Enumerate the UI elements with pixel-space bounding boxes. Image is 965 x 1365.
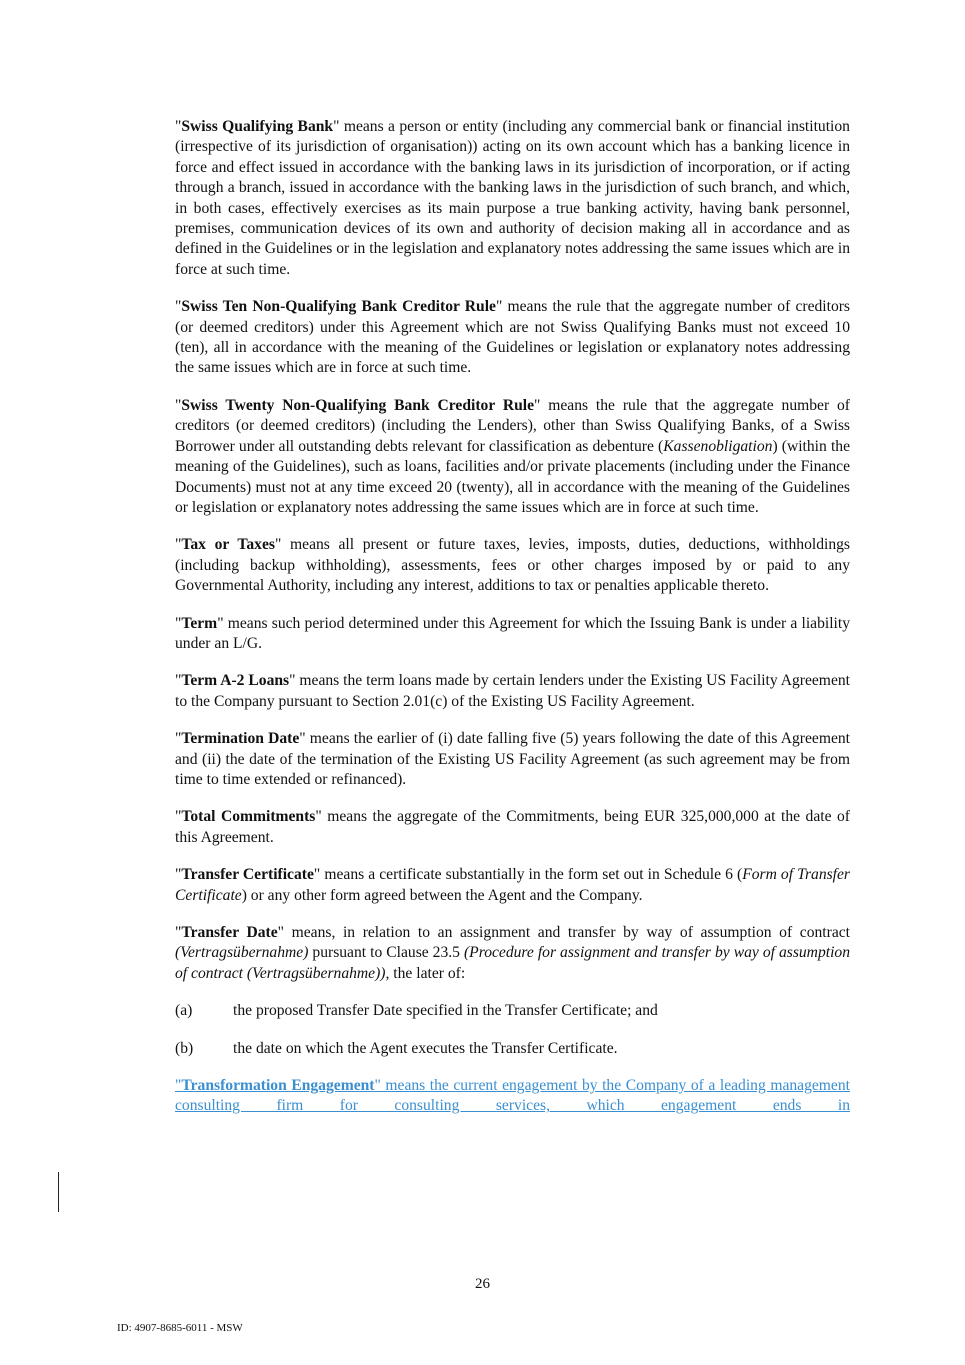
definition-swiss-ten-rule: "Swiss Ten Non-Qualifying Bank Creditor Rule" means the rule that the aggregate number of creditors (or deemed creditors) under this Agreement which are not Swiss Qualifying Banks must not exceed 10 (ten), all in accordance with the meaning of the Guidelines or legislation or explanatory notes addressing the same issues which are in force at such time. bbox=[175, 298, 851, 377]
sub-item-b bbox=[175, 1039, 850, 1059]
defined-term: Tax or Taxes bbox=[181, 536, 275, 554]
definition-swiss-twenty-rule: "Swiss Twenty Non-Qualifying Bank Creditor Rule" means the rule that the aggregate number of creditors (or deemed creditors) (including the Lenders), other than Swiss Qualifying Banks, of a Swiss Borrower under all outstanding debts relevant for classification as debenture (Kassenobligation) (within the meaning of the Guidelines), such as loans, facilities and/or private placements (including under the Finance Documents) must not at any time exceed 20 (twenty), all in accordance with the meaning of the Guidelines or legislation or explanatory notes addressing the same issues which are in force at such time. bbox=[175, 396, 851, 516]
defined-term: Term A-2 Loans bbox=[181, 672, 290, 690]
sub-item-label: (a) bbox=[175, 1002, 193, 1020]
definition-swiss-qualifying-bank: "Swiss Qualifying Bank" means a person or entity (including any commercial bank or financial institution (irrespective of its jurisdiction of organisation)) acting on its own account which has a banking licence in force and effect issued in accordance with the banking laws in its jurisdiction of incorporation, or if acting through a branch, issued in accordance with the banking laws in the jurisdiction of such branch, and which, in both cases, effectively exercises as its main purpose a true banking activity, having bank personnel, premises, communication devices of its own and authority of decision making all in accordance and as defined in the Guidelines or in the legislation and explanatory notes addressing the same issues which are in force at such time. bbox=[175, 118, 850, 278]
sub-item-text: the date on which the Agent executes the Transfer Certificate. bbox=[233, 1039, 618, 1057]
sub-item-text: the proposed Transfer Date specified in the Transfer Certificate; and bbox=[233, 1002, 658, 1020]
definition-total-commitments: "Total Commitments" means the aggregate of the Commitments, being EUR 325,000,000 at the date of this Agreement. bbox=[175, 808, 850, 846]
definition-transfer-certificate: "Transfer Certificate" means a certificate substantially in the form set out in Schedule 6 (Form of Transfer Certificate) or any other form agreed between the Agent and the Company. bbox=[175, 866, 851, 904]
page-number: 26 bbox=[475, 1276, 490, 1292]
defined-term: Swiss Ten Non-Qualifying Bank Creditor Rule bbox=[181, 298, 496, 316]
defined-term: Termination Date bbox=[181, 730, 300, 748]
defined-term: Transfer Certificate bbox=[181, 866, 314, 884]
definition-transfer-date: "Transfer Date" means, in relation to an assignment and transfer by way of assumption of contract (Vertragsübernahme) pursuant to Clause 23.5 (Procedure for assignment and transfer by way of assumption of contract (Vertragsübernahme)), the later of: bbox=[175, 924, 851, 982]
revision-change-bar bbox=[58, 1172, 59, 1212]
definition-tax: "Tax or Taxes" means all present or future taxes, levies, imposts, duties, deductions, withholdings (including backup withholding), assessments, fees or other charges imposed by or paid to any Governmental Authority, including any interest, additions to tax or penalties applicable thereto. bbox=[175, 536, 850, 595]
definition-termination-date: "Termination Date" means the earlier of (i) date falling five (5) years following the date of this Agreement and (ii) the date of the termination of the Existing US Facility Agreement (as such agreement may be from time to time extended or refinanced). bbox=[175, 730, 851, 788]
defined-term: Transformation Engagement bbox=[181, 1077, 375, 1095]
sub-item-a bbox=[175, 1001, 850, 1021]
defined-term: Transfer Date bbox=[181, 924, 278, 941]
defined-term: Total Commitments bbox=[181, 808, 316, 826]
defined-term: Swiss Qualifying Bank bbox=[181, 118, 334, 135]
document-body bbox=[175, 117, 850, 1117]
document-id: ID: 4907-8685-6011 - MSW bbox=[117, 1322, 243, 1334]
defined-term: Swiss Twenty Non-Qualifying Bank Creditor Rule bbox=[181, 396, 535, 414]
definition-transformation-engagement[interactable]: "Transformation Engagement" means the current engagement by the Company of a leading management consulting firm for consulting services, which engagement ends in bbox=[175, 1077, 850, 1115]
definition-term-a2-loans: "Term A-2 Loans" means the term loans made by certain lenders under the Existing US Facility Agreement to the Company pursuant to Section 2.01(c) of the Existing US Facility Agreement. bbox=[175, 672, 850, 710]
definition-term: "Term" means such period determined under this Agreement for which the Issuing Bank is under a liability under an L/G. bbox=[175, 614, 850, 652]
defined-term: Term bbox=[181, 614, 218, 632]
sub-item-label: (b) bbox=[175, 1039, 194, 1057]
